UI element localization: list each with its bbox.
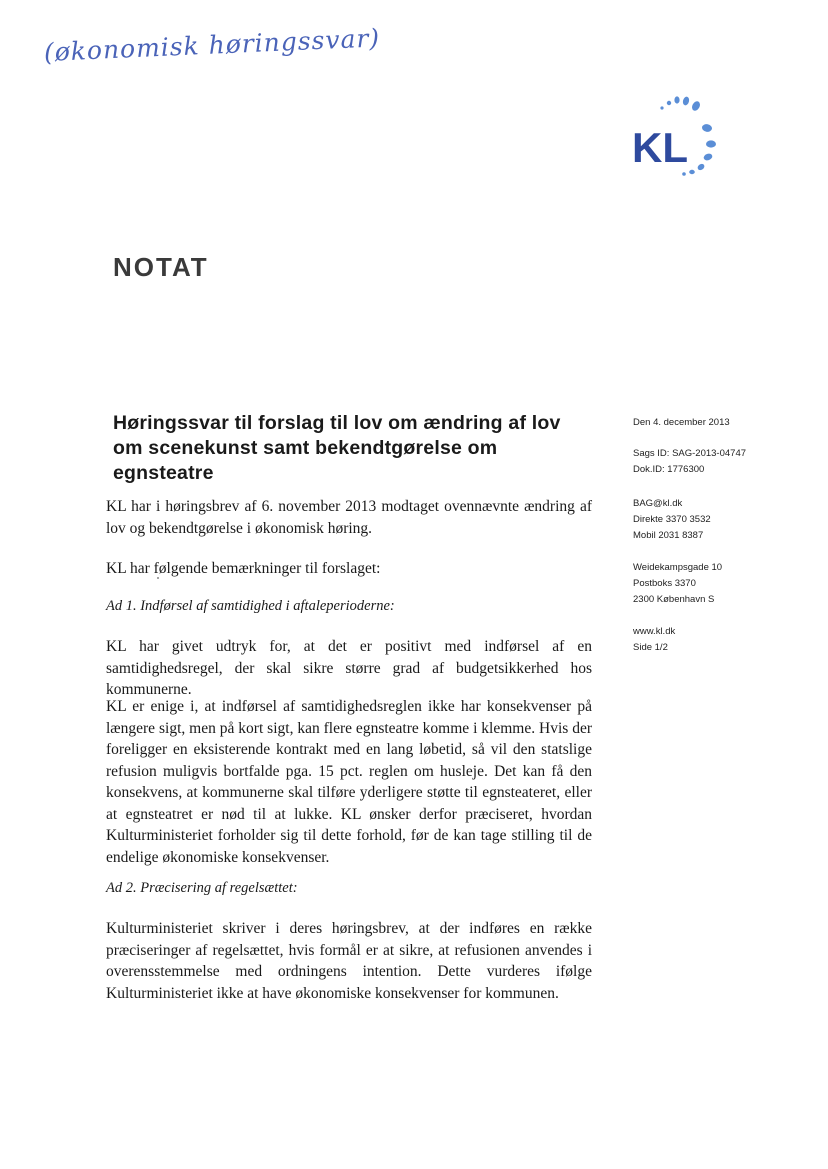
street-address: Weidekampsgade 10 (633, 562, 723, 573)
city-address: 2300 København S (633, 594, 715, 605)
email-text: BAG@kl.dk (633, 498, 683, 509)
scan-speck (157, 577, 159, 579)
direct-phone: Direkte 3370 3532 (633, 514, 711, 525)
meta-address (633, 560, 722, 608)
remarks-lead: KL har følgende bemærkninger til forslaget: (106, 560, 381, 577)
section1-paragraph-2: KL er enige i, at indførsel af samtidighedsreglen ikke har konsekvenser på længere sigt, men på kort sigt, kan flere egnsteatre komme i klemme. Hvis der foreligger en eksisterende kontrakt med en lang løbetid, så vil den statslige refusion muligvis bortfalde pga. 15 pct. reglen om husleje. Det kan få den konsekvens, at kommunerne skal tilføre yderligere støtte til egnsteateret, eller at egnsteatret er nød til at lukke. KL ønsker derfor præciseret, hvordan Kulturministeriet forholder sig til dette forhold, før de kan tage stilling til de endelige økonomiske konsekvenser. (106, 698, 592, 866)
handwritten-note: (økonomisk høringssvar) (43, 23, 381, 67)
document-type-title: NOTAT (113, 252, 209, 282)
meta-web (633, 624, 675, 656)
section1-title: Ad 1. Indførsel af samtidighed i aftaleperioderne: (106, 598, 395, 614)
meta-date (633, 415, 730, 431)
page-number: Side 1/2 (633, 642, 668, 653)
website-text: www.kl.dk (633, 626, 676, 637)
logo-text: KL (632, 124, 688, 171)
dok-id: Dok.ID: 1776300 (633, 464, 705, 475)
section2-title: Ad 2. Præcisering af regelsættet: (106, 880, 298, 896)
section2-paragraph-1: Kulturministeriet skriver i deres høringsbrev, at der indføres en række præciseringer af regelsættet, hvis formål er at sikre, at refusionen anvendes i overensstemmelse med ordningens intention. Dette vurderes ifølge Kulturministeriet ikke at have økonomiske konsekvenser for kommunen. (106, 920, 592, 1002)
section1-paragraph-1: KL har givet udtryk for, at det er positivt med indførsel af en samtidighedsregel, der skal sikre større grad af budgetsikkerhed hos kommunerne. (106, 638, 592, 698)
meta-contact (633, 496, 711, 544)
intro-paragraph: KL har i høringsbrev af 6. november 2013 modtaget ovennævnte ændring af lov og bekendtgørelse i økonomisk høring. (106, 498, 592, 537)
meta-ids (633, 446, 746, 478)
mobile-phone: Mobil 2031 8387 (633, 530, 704, 541)
kl-logo (626, 94, 736, 184)
date-text: Den 4. december 2013 (633, 417, 730, 428)
postbox: Postboks 3370 (633, 578, 696, 589)
document-heading: Høringssvar til forslag til lov om ændring af lov om scenekunst samt bekendtgørelse om egnsteatre (113, 412, 561, 484)
sags-id: Sags ID: SAG-2013-04747 (633, 448, 747, 459)
